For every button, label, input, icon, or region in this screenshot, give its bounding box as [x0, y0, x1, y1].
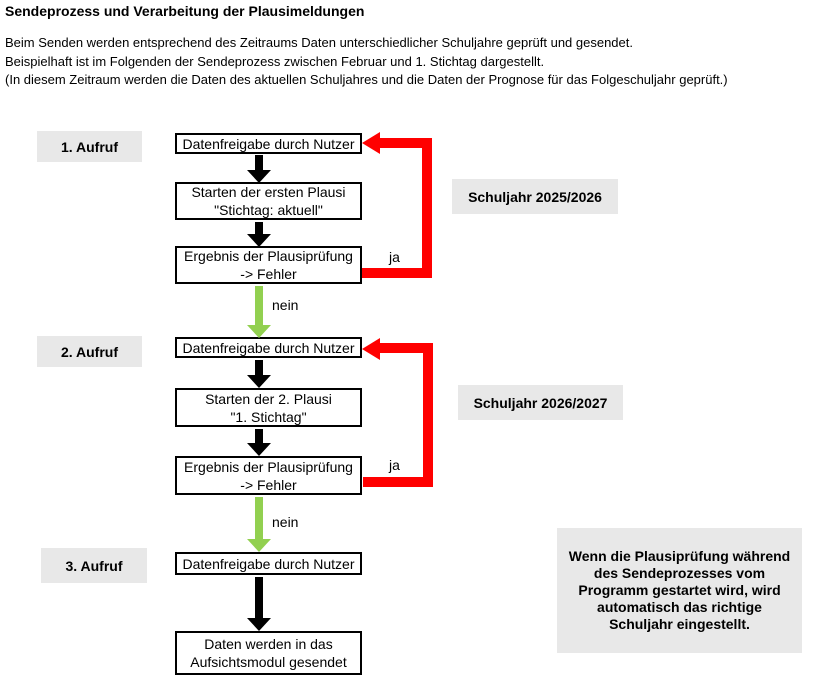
edge-label-nein-2: nein [272, 514, 299, 530]
box-starten-plausi-2 [175, 388, 362, 427]
box-daten-gesendet-line1: Daten werden in das [204, 636, 333, 652]
box-starten-plausi-1 [175, 182, 362, 220]
note-schuljahr-2025-2026: Schuljahr 2025/2026 [452, 179, 618, 214]
edge-label-ja-2: ja [389, 457, 400, 473]
box-starten-plausi-1-line1: Starten der ersten Plausi [191, 184, 346, 200]
hint-line-1: Wenn die Plausiprüfung während [568, 548, 791, 564]
box-starten-plausi-1-line2: "Stichtag: aktuell" [214, 202, 323, 218]
intro-line-2: Beispielhaft ist im Folgenden der Sendeprozess zwischen Februar und 1. Stichtag dargestellt. [5, 53, 545, 69]
box-ergebnis-2-line2: -> Fehler [240, 476, 297, 493]
stage-label-1-aufruf: 1. Aufruf [37, 131, 142, 162]
box-starten-plausi-2-line2: "1. Stichtag" [230, 408, 307, 425]
edge-label-ja-1: ja [389, 249, 400, 265]
intro-line-3: (In diesem Zeitraum werden die Daten des aktuellen Schuljahres und die Daten der Prognose für das Folgeschuljahr geprüft.) [5, 72, 728, 87]
box-daten-gesendet-line2: Aufsichtsmodul gesendet [190, 654, 347, 670]
page-title: Sendeprozess und Verarbeitung der Plausimeldungen [5, 3, 365, 19]
intro-line-1: Beim Senden werden entsprechend des Zeitraums Daten unterschiedlicher Schuljahre geprüft und gesendet. [5, 35, 633, 50]
edge-label-nein-1: nein [272, 297, 299, 313]
box-ergebnis-2-line1: Ergebnis der Plausiprüfung [184, 458, 353, 475]
intro-paragraph [5, 34, 728, 90]
note-schuljahr-2026-2027: Schuljahr 2026/2027 [458, 385, 623, 420]
box-datenfreigabe-1: Datenfreigabe durch Nutzer [175, 133, 362, 154]
box-ergebnis-1 [175, 246, 362, 284]
stage-label-2-aufruf: 2. Aufruf [37, 336, 142, 367]
hint-line-2: des Sendeprozesses vom [593, 565, 766, 581]
box-daten-gesendet [175, 631, 362, 675]
box-ergebnis-2 [175, 456, 362, 495]
hint-line-5: Schuljahr eingestellt. [609, 616, 750, 632]
box-ergebnis-1-line1: Ergebnis der Plausiprüfung [184, 248, 353, 264]
note-automatic-schoolyear [557, 528, 802, 653]
box-datenfreigabe-2: Datenfreigabe durch Nutzer [175, 337, 362, 358]
hint-line-3: Programm gestartet wird, wird [578, 582, 781, 598]
hint-line-4: automatisch das richtige [597, 599, 762, 615]
box-ergebnis-1-line2: -> Fehler [240, 266, 297, 282]
box-datenfreigabe-3: Datenfreigabe durch Nutzer [175, 552, 362, 575]
box-starten-plausi-2-line1: Starten der 2. Plausi [205, 390, 332, 407]
stage-label-3-aufruf: 3. Aufruf [41, 548, 147, 583]
